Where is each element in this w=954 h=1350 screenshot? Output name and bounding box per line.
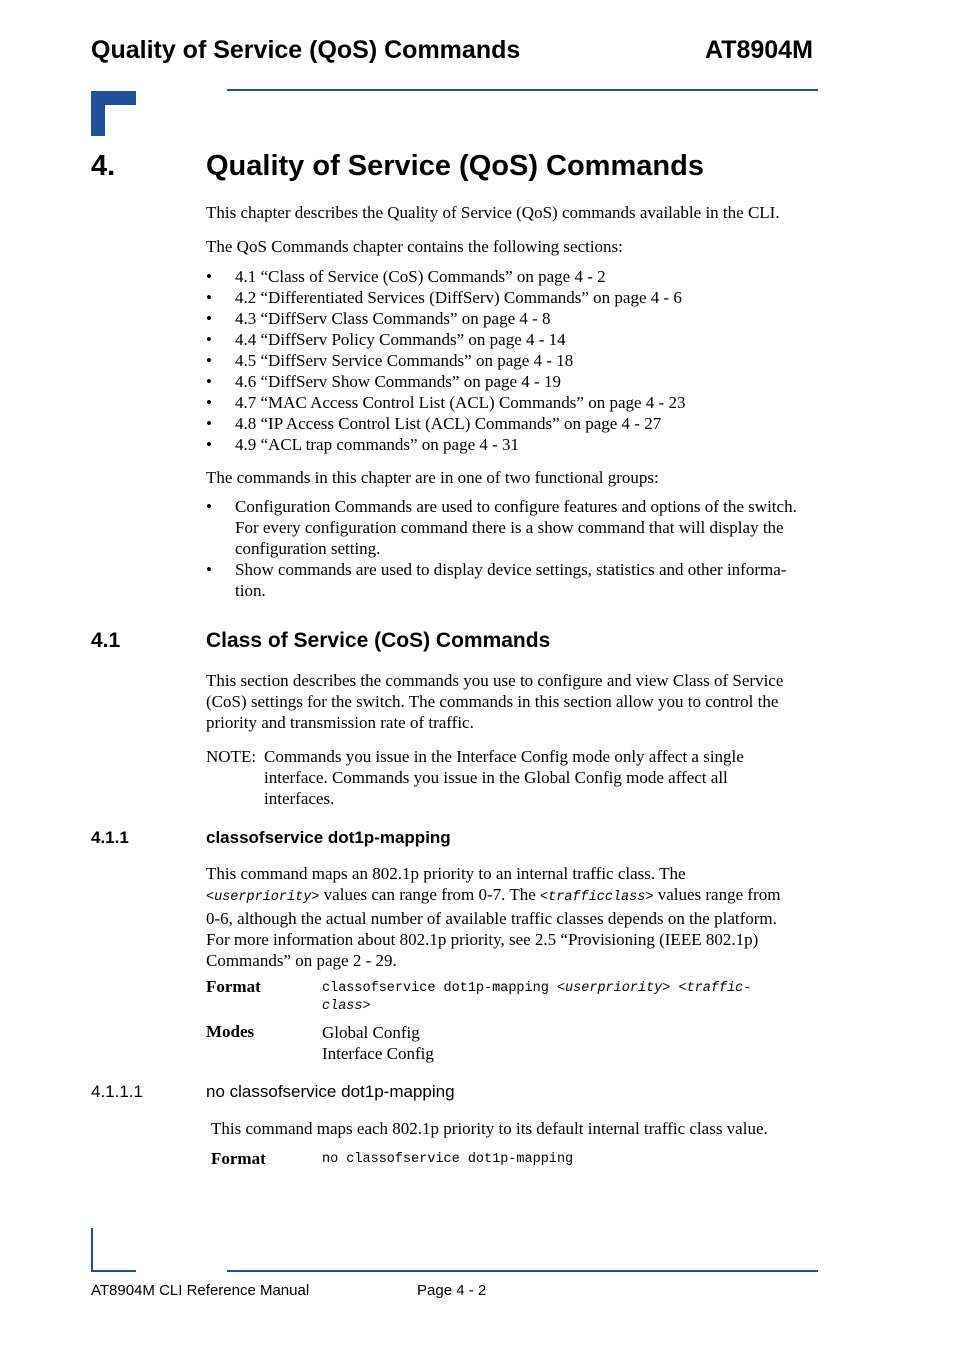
format-label: Format (211, 1149, 266, 1168)
group-line: configuration setting. (235, 539, 381, 558)
section-list-item[interactable]: • 4.2 “Differentiated Services (DiffServ) Commands” on page 4 - 6 (206, 287, 685, 308)
section-list (206, 266, 685, 455)
format-syntax (322, 980, 751, 1016)
para-line[interactable]: Commands” on page 2 - 29. (206, 951, 397, 970)
command-name: classofservice dot1p-mapping (322, 981, 557, 996)
para-line: (CoS) settings for the switch. The commands in this section allow you to control the (206, 692, 779, 711)
command-description (206, 863, 826, 971)
functional-groups-list (206, 496, 826, 601)
groups-intro: The commands in this chapter are in one of two functional groups: (206, 468, 659, 487)
modes-list (322, 1022, 434, 1064)
format-syntax: no classofservice dot1p-mapping (322, 1152, 574, 1167)
functional-group-item (206, 496, 826, 559)
section-list-item[interactable]: • 4.6 “DiffServ Show Commands” on page 4 - 19 (206, 371, 685, 392)
section-paragraph (206, 670, 826, 733)
note-body (264, 746, 784, 809)
para-line: This section describes the commands you use to configure and view Class of Service (206, 671, 784, 690)
para-line: This command maps an 802.1p priority to an internal traffic class. The (206, 864, 686, 883)
group-line: Configuration Commands are used to configure features and options of the switch. (235, 497, 797, 516)
group-line: tion. (235, 581, 266, 600)
functional-group-item (206, 559, 826, 601)
note-line: interface. Commands you issue in the Global Config mode affect all (264, 768, 728, 787)
chapter-intro: This chapter describes the Quality of Service (QoS) commands available in the CLI. (206, 203, 780, 222)
section-list-item[interactable]: • 4.9 “ACL trap commands” on page 4 - 31 (206, 434, 685, 455)
running-header-model: AT8904M (705, 36, 813, 64)
group-line: For every configuration command there is a show command that will display the (235, 518, 784, 537)
header-rule (227, 89, 818, 91)
section-list-item[interactable]: • 4.8 “IP Access Control List (ACL) Commands” on page 4 - 27 (206, 413, 685, 434)
trafficclass-arg: <traffic- (670, 981, 752, 996)
para-line[interactable]: For more information about 802.1p priority, see 2.5 “Provisioning (IEEE 802.1p) (206, 930, 759, 949)
mode-item: Global Config (322, 1023, 420, 1042)
section-list-item[interactable]: • 4.7 “MAC Access Control List (ACL) Commands” on page 4 - 23 (206, 392, 685, 413)
userpriority-arg: <userpriority> (556, 981, 671, 996)
footer-corner-vertical (91, 1228, 93, 1272)
footer-corner-horizontal (91, 1270, 136, 1272)
subsection-number: 4.1.1 (91, 828, 129, 847)
section-title: Class of Service (CoS) Commands (206, 629, 551, 652)
footer-page-number: Page 4 - 2 (417, 1282, 487, 1299)
sections-intro: The QoS Commands chapter contains the following sections: (206, 237, 623, 256)
footer-manual-title: AT8904M CLI Reference Manual (91, 1282, 310, 1299)
running-header-title: Quality of Service (QoS) Commands (91, 36, 521, 64)
para-line: values can range from 0-7. The (319, 885, 541, 904)
command-description: This command maps each 802.1p priority to its default internal traffic class value. (211, 1119, 768, 1138)
subsubsection-title: no classofservice dot1p-mapping (206, 1082, 455, 1101)
modes-label: Modes (206, 1022, 255, 1041)
mode-item: Interface Config (322, 1044, 434, 1063)
note-line: interfaces. (264, 789, 335, 808)
trafficclass-arg: class> (322, 999, 371, 1014)
para-line: 0-6, although the actual number of available traffic classes depends on the platform. (206, 909, 777, 928)
footer-rule (227, 1270, 818, 1272)
trafficclass-arg: <trafficclass> (540, 890, 654, 905)
chapter-number: 4. (91, 150, 116, 182)
group-line: Show commands are used to display device settings, statistics and other informa- (235, 560, 787, 579)
corner-mark-horizontal (91, 91, 136, 105)
note-line: Commands you issue in the Interface Config mode only affect a single (264, 747, 744, 766)
section-list-item[interactable]: • 4.5 “DiffServ Service Commands” on page 4 - 18 (206, 350, 685, 371)
section-list-item[interactable]: • 4.3 “DiffServ Class Commands” on page 4 - 8 (206, 308, 685, 329)
section-list-item[interactable]: • 4.4 “DiffServ Policy Commands” on page 4 - 14 (206, 329, 685, 350)
para-line: values range from (653, 885, 781, 904)
format-label: Format (206, 977, 261, 996)
section-number: 4.1 (91, 629, 121, 652)
section-list-item[interactable]: • 4.1 “Class of Service (CoS) Commands” on page 4 - 2 (206, 266, 685, 287)
subsection-title: classofservice dot1p-mapping (206, 828, 451, 847)
para-line: priority and transmission rate of traffic. (206, 713, 474, 732)
subsubsection-number: 4.1.1.1 (91, 1082, 143, 1101)
note-label: NOTE: (206, 747, 257, 766)
userpriority-arg: <userpriority> (206, 890, 320, 905)
chapter-title: Quality of Service (QoS) Commands (206, 150, 704, 182)
